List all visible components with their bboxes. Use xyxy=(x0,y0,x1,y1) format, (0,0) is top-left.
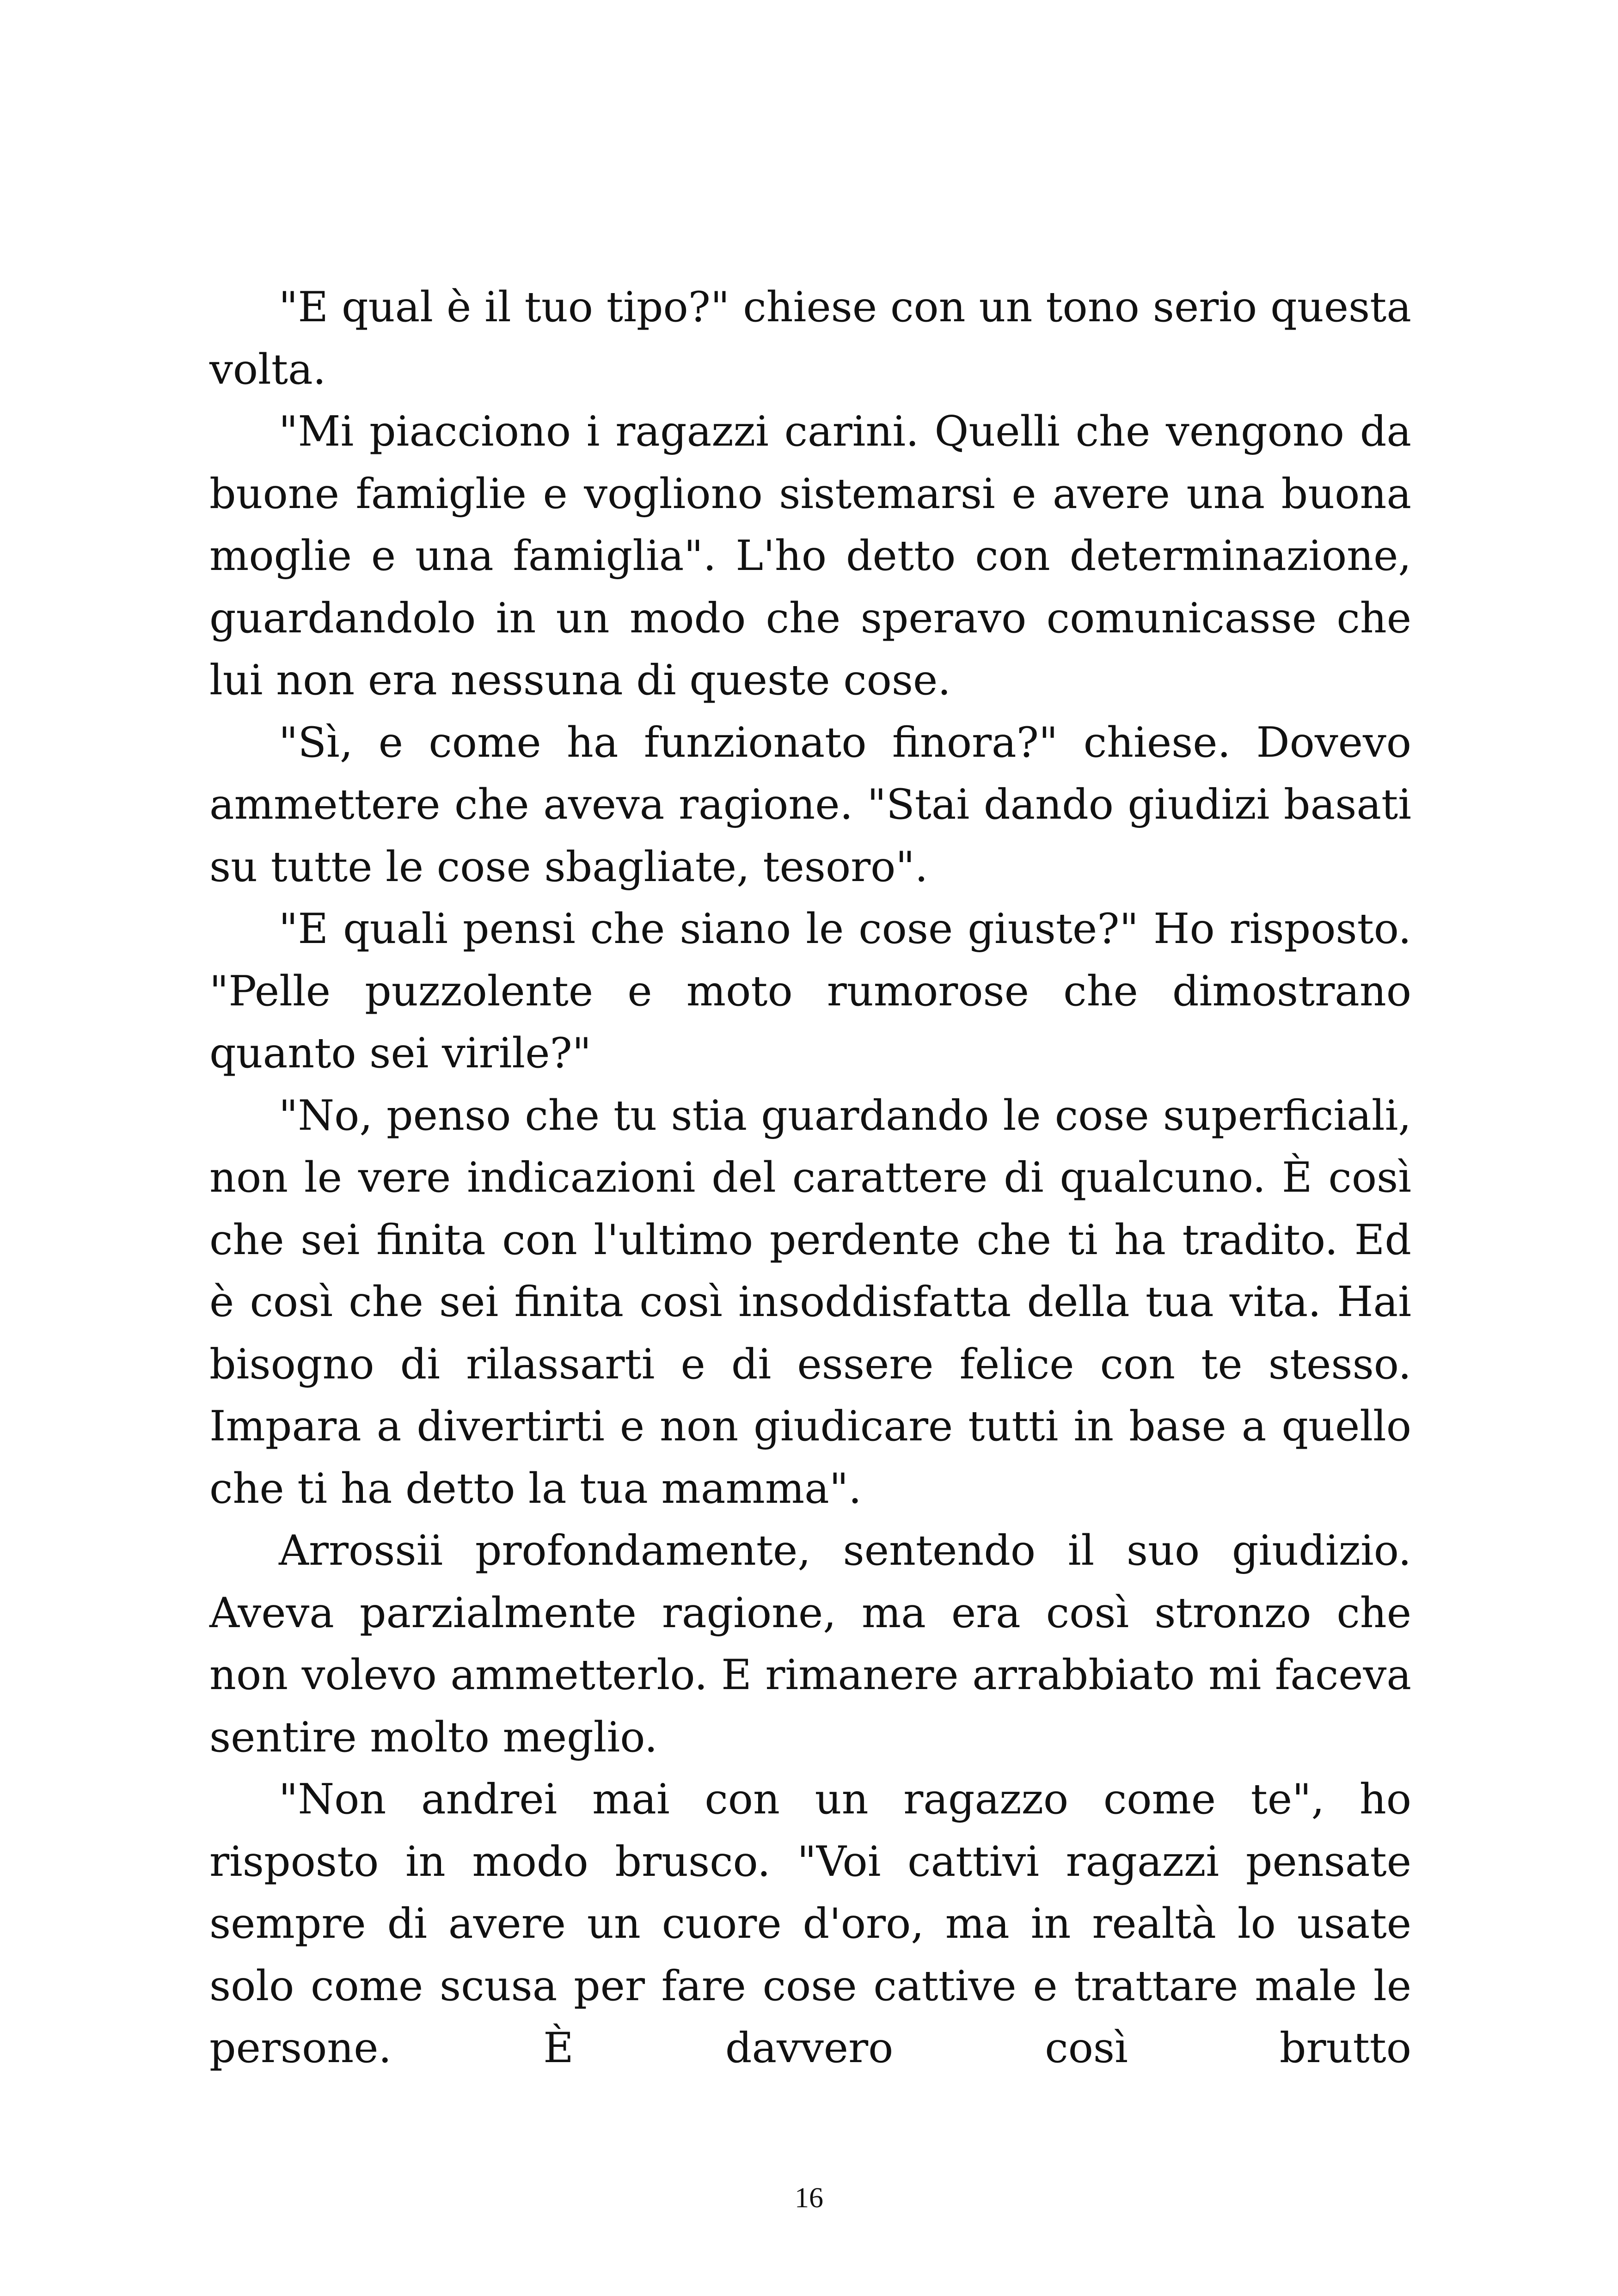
paragraph: "E quali pensi che siano le cose giuste?" Ho risposto. "Pelle puzzolente e moto rumorose che dimostrano quanto sei virile?" xyxy=(209,905,1411,1078)
paragraph: "Sì, e come ha funzionato finora?" chiese. Dovevo ammettere che aveva ragione. "Stai dando giudizi basati su tutte le cose sbagliate, tesoro". xyxy=(209,718,1411,891)
paragraph: Arrossii profondamente, sentendo il suo giudizio. Aveva parzialmente ragione, ma era così stronzo che non volevo ammetterlo. E rimanere arrabbiato mi faceva sentire molto meglio. xyxy=(209,1526,1411,1762)
paragraph-last: "Non andrei mai con un ragazzo come te", ho risposto in modo brusco. "Voi cattivi ragazzi pensate sempre di avere un cuore d'oro, ma in realtà lo usate solo come scusa per fare cose cattive e trattare male le persone. È davvero così brutto xyxy=(209,1775,1411,2072)
paragraph: "No, penso che tu stia guardando le cose superficiali, non le vere indicazioni del carattere di qualcuno. È così che sei finita con l'ultimo perdente che ti ha tradito. Ed è così che sei finita così insoddisfatta della tua vita. Hai bisogno di rilassarti e di essere felice con te stesso. Impara a divertirti e non giudicare tutti in base a quello che ti ha detto la tua mamma". xyxy=(209,1091,1411,1513)
page-number: 16 xyxy=(795,2182,823,2214)
paragraph: "E qual è il tuo tipo?" chiese con un tono serio questa volta. xyxy=(209,283,1411,394)
paragraph: "Mi piacciono i ragazzi carini. Quelli che vengono da buone famiglie e vogliono sistemarsi e avere una buona moglie e una famiglia". L'ho detto con determinazione, guardandolo in un modo che speravo comunicasse che lui non era nessuna di queste cose. xyxy=(209,407,1411,704)
body-text xyxy=(209,276,1411,2080)
